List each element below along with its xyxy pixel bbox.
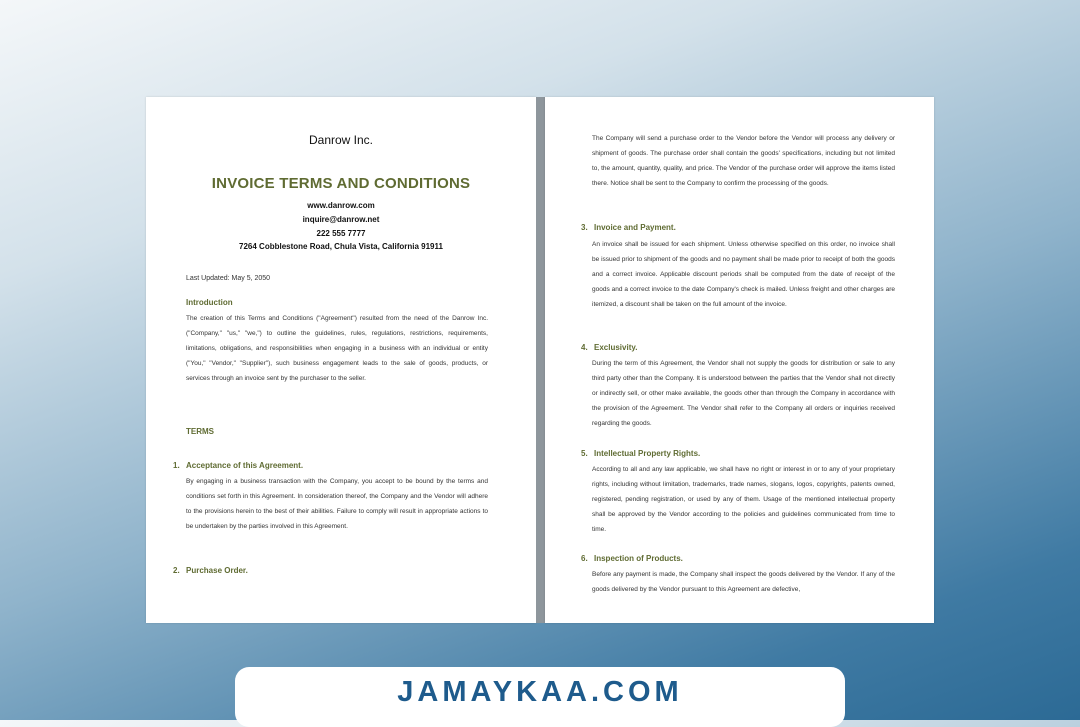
company-name: Danrow Inc.	[308, 133, 374, 147]
section-5-heading	[581, 449, 700, 458]
section-4-title: Exclusivity.	[594, 343, 638, 352]
section-1-number: 1.	[173, 461, 180, 470]
section-6-title: Inspection of Products.	[594, 554, 683, 563]
document-page-right	[545, 97, 934, 623]
section-1-paragraph: By engaging in a business transaction with the Company, you accept to be bound by the terms and conditions set forth in this Agreement. In consideration thereof, the Company and the Vendor will adhere to the provisions herein to the best of their abilities. Failure to comply will result in appropriate actions to be undertaken by the parties involved in this Agreement.	[186, 478, 488, 530]
company-phone: 222 555 7777	[316, 229, 366, 238]
section-5-title: Intellectual Property Rights.	[594, 449, 701, 458]
section-4-paragraph: During the term of this Agreement, the Vendor shall not supply the goods for distribution or sale to any third party other than the Company. It is understood between the parties that the Vendor shall not directly or indirectly sell, or other make available, the goods other than through the Company in accordance with the provision of the Agreement. The Vendor shall refer to the Company all orders or inquiries received regarding the goods.	[592, 360, 895, 427]
section-4-heading	[581, 343, 637, 352]
intro-paragraph: The creation of this Terms and Conditions ("Agreement") resulted from the need of the Danrow Inc. ("Company," "us," "we,") to outline the guidelines, rules, regulations, restrictions, requirements, limitations, obligations, and responsibilities when engaging in a business with an individual or entity ("You," "Vendor," "Supplier"), such business engagement leads to the sale of goods, products, or services through an invoice sent by the purchaser to the seller.	[186, 315, 488, 382]
section-3-title: Invoice and Payment.	[594, 223, 676, 232]
section-6-heading	[581, 554, 683, 563]
section-2-number: 2.	[173, 566, 180, 575]
section-5-paragraph: According to all and any law applicable, we shall have no right or interest in or to any of your proprietary rights, including without limitation, trademarks, trade names, slogans, logos, copyrights, patents owned, registered, pending registration, or used by any of them. Usage of the mentioned intellectual property shall be approved by the Vendor according to the policies and guidelines communicated from time to time.	[592, 466, 895, 533]
section-6-paragraph: Before any payment is made, the Company shall inspect the goods delivered by the Vendor. If any of the goods delivered by the Vendor pursuant to this Agreement are defective,	[592, 571, 895, 593]
footer-brand: JAMAYKAA.COM	[397, 676, 683, 708]
section-1-heading	[173, 461, 303, 470]
section-5-number: 5.	[581, 449, 588, 458]
document-title: INVOICE TERMS AND CONDITIONS	[211, 175, 471, 192]
section-3-paragraph: An invoice shall be issued for each shipment. Unless otherwise specified on this order, no invoice shall be issued prior to shipment of the goods and no payment shall be made prior to receipt of both the goods and a correct invoice. Applicable discount periods shall be computed from the date of receipt of the goods and a correct invoice to the date Company's check is mailed. Unless freight and other charges are itemized, a discount shall be taken on the full amount of the invoice.	[592, 241, 895, 308]
footer-banner	[235, 667, 845, 727]
intro-heading: Introduction	[186, 298, 233, 307]
section-2-paragraph: The Company will send a purchase order to the Vendor before the Vendor will process any delivery or shipment of goods. The purchase order shall contain the goods' specifications, including but not limited to, the amount, quantity, quality, and price. The Vendor of the purchase order will approve the items listed there. Notice shall be sent to the Company to confirm the processing of the goods.	[592, 135, 895, 187]
company-email: inquire@danrow.net	[302, 215, 380, 224]
section-4-number: 4.	[581, 343, 588, 352]
company-website: www.danrow.com	[307, 201, 375, 210]
section-1-title: Acceptance of this Agreement.	[186, 461, 304, 470]
section-3-heading	[581, 223, 676, 232]
section-2-heading	[173, 566, 248, 575]
section-2-title: Purchase Order.	[186, 566, 248, 575]
terms-heading: TERMS	[186, 427, 214, 436]
last-updated: Last Updated: May 5, 2050	[186, 275, 271, 282]
page-separator	[536, 97, 545, 623]
section-6-number: 6.	[581, 554, 588, 563]
company-address: 7264 Cobblestone Road, Chula Vista, California 91911	[239, 242, 443, 251]
section-3-number: 3.	[581, 223, 588, 232]
document-page-left	[146, 97, 536, 623]
